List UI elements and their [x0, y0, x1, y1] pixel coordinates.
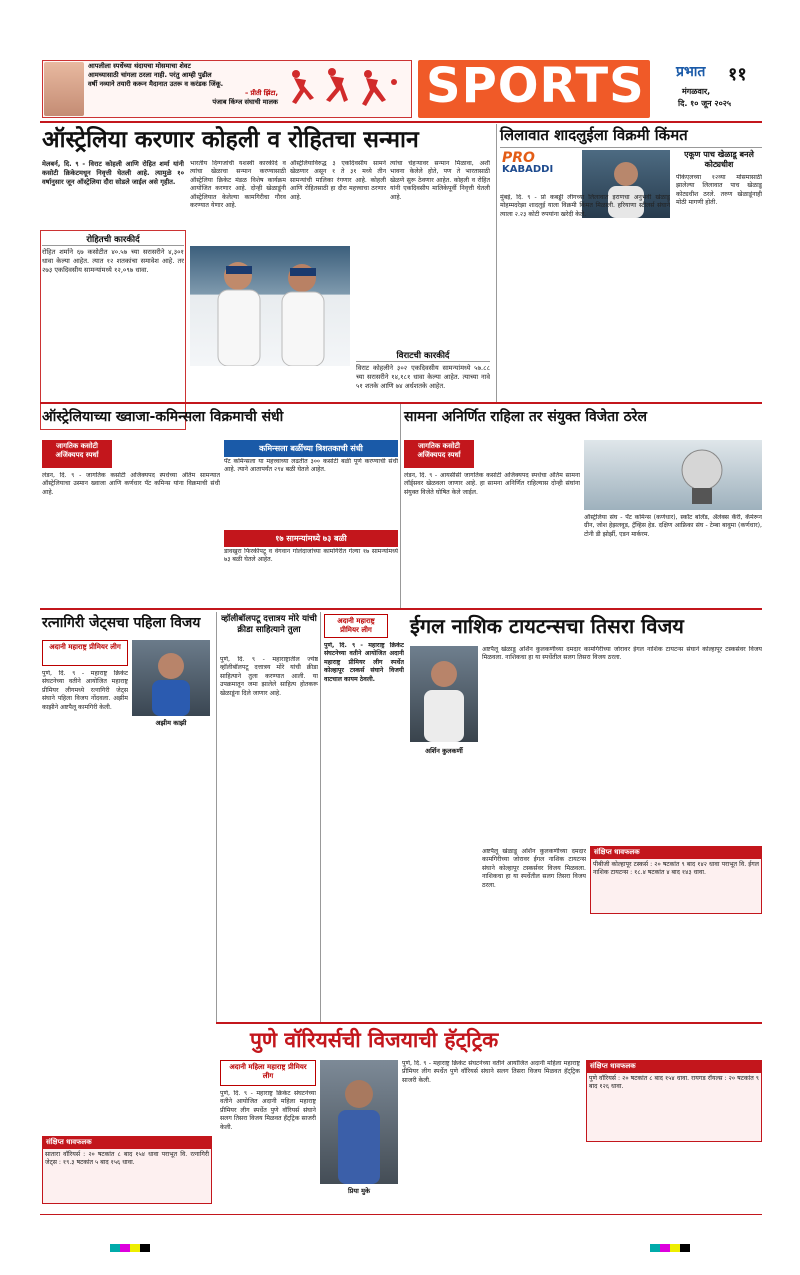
- column-divider: [320, 612, 321, 1022]
- quote-line: आमच्यासाठी चांगला ठरला नाही. परंतु आम्ही पुढील: [88, 71, 212, 79]
- trophy-photo: [584, 440, 762, 510]
- story5-scores: सातारा वॉरियर्स : २० षटकांत ८ बाद १५४ धावा पराभूत वि. रत्नागिरी जेट्स : १९.३ षटकांत ५ बाद १५६ धावा.: [42, 1148, 212, 1204]
- quote-author: – प्रीती झिंटा,: [244, 89, 278, 97]
- story4-headline: सामना अनिर्णित राहिला तर संयुक्त विजेता ठरेल: [404, 409, 647, 425]
- story3-body: लंडन, दि. ९ - जागतिक कसोटी अजिंक्यपद स्पर्धेच्या अंतिम सामन्यात ऑस्ट्रेलियाचा उस्मान ख्वाजा आणि कर्णधार पॅट कमिन्स यांना विक्रमाची संधी आहे.: [42, 472, 220, 496]
- story6-body: पुणे, दि. ९ - महाराष्ट्रातील ज्येष्ठ व्हॉलीबॉलपटू दत्तात्रय मोरे यांची क्रीडा साहित्याने तुला करण्यात आली. या उपक्रमातून जमा झालेले साहित्य होतकरू खेळाडूंना दिले जाणार आहे.: [220, 656, 318, 697]
- story9-scores-title: संक्षिप्त धावफलक: [586, 1060, 762, 1073]
- page-number: ११: [728, 64, 747, 85]
- quote-line: आपलीला स्पर्धेच्या थंदायचा मोसमाचा शेवट: [88, 62, 191, 70]
- color-bar: [110, 1244, 150, 1252]
- bottom-rule: [40, 1214, 762, 1215]
- story4-body: लंडन, दि. ९ - आयसीसी जागतिक कसोटी अजिंक्यपद स्पर्धेचा अंतिम सामना लॉर्ड्सवर खेळवला जाणार आहे. हा सामना अनिर्णित राहिल्यास दोन्ही संघांना संयुक्त विजेते घोषित केले जाईल.: [404, 472, 580, 496]
- section-rule-2: [40, 608, 762, 610]
- logo-pro: PRO: [502, 150, 535, 166]
- column-divider: [496, 124, 497, 402]
- story1-col2: भारतीय दिग्गजांची यशस्वी कारकीर्द व त्यांचा खेळाचा सन्मान करण्यासाठी ऑस्ट्रेलिया क्रिकेट मंडळ विशेष कार्यक्रम आयोजित करणार आहे. दोन्ही खेळाडूंनी ऑस्ट्रेलियात केलेल्या कामगिरीचा गौरव करण्यात येणार आहे.: [190, 160, 286, 210]
- rohit-career-text: रोहित शर्माने ६७ कसोटीत ४०.५७ च्या सरासरीने ४,३०१ धावा केल्या आहेत. त्यात १२ शतकांचा समावेश आहे. तर २७३ एकदिवसीय सामन्यांमध्ये १२,०९७ धावा.: [42, 248, 184, 275]
- cummins-box2-body: डावखुरा फिरकीपटू व वेगवान गोलंदाजांच्या कामगिरीत गेल्या १७ सामन्यांमध्ये ७३ बळी घेतले आहेत.: [224, 548, 398, 564]
- priya-photo: [320, 1060, 398, 1184]
- virat-career-text: विराट कोहलीने ३०२ एकदिवसीय सामन्यांमध्ये ५७.८८ च्या सरासरीने १४,१८१ धावा केल्या आहेत. त्याच्या नावे ५१ शतके आणि ७४ अर्धशतके आहेत.: [356, 364, 490, 391]
- column-divider: [216, 612, 217, 1022]
- quote-role: पंजाब किंग्ज संघाची मालक: [212, 98, 278, 106]
- header-rule: [40, 121, 762, 123]
- story2-body: मुंबई, दि. ९ - प्रो कबड्डी लीगच्या लिलावात इराणचा अनुभवी खेळाडू मोहम्मदरेझा शादलुई याला विक्रमी किंमत मिळाली. हरियाणा स्टीलर्स संघाने त्याला २.२३ कोटी रुपयांना खरेदी केले.: [500, 194, 670, 218]
- story9-badge: अदानी महिला महाराष्ट्र प्रीमियर लीग: [220, 1060, 316, 1086]
- logo-kabaddi: KABADDI: [502, 164, 554, 175]
- story7-body: पुणे, दि. ९ - महाराष्ट्र क्रिकेट संघटनेच्या वतीने आयोजित अदानी महाराष्ट्र प्रीमियर लीग स्पर्धेत कोल्हापूर टस्कर्स संघाने विजयी वाटचाल कायम ठेवली.: [324, 642, 404, 683]
- story5-badge: अदानी महाराष्ट्र प्रीमियर लीग: [42, 640, 128, 666]
- cummins-box2-title: १७ सामन्यांमध्ये ७३ बळी: [224, 530, 398, 547]
- story4-badge: जागतिक कसोटी अजिंक्यपद स्पर्धा: [404, 440, 474, 468]
- story3-headline: ऑस्ट्रेलियाच्या ख्वाजा-कमिन्सला विक्रमाची संधी: [42, 409, 284, 425]
- story2-headline: लिलावात शादलुईला विक्रमी किंमत: [500, 126, 688, 144]
- story5-body: पुणे, दि. ९ - महाराष्ट्र क्रिकेट संघटनेच्या वतीने आयोजित महाराष्ट्र प्रीमियर लीगमध्ये रत्नागिरी जेट्स संघाने पहिला विजय नोंदवला. अझीम काझीने अष्टपैलू कामगिरी केली.: [42, 670, 128, 711]
- story6-headline: व्हॉलीबॉलपटू दत्तात्रय मोरे यांची क्रीडा साहित्याने तुला: [221, 614, 317, 635]
- quote-line: वर्षी नव्याने तयारी करून मैदानात उतरू व करंडक जिंकू.: [88, 80, 224, 88]
- paper-logo: प्रभात: [676, 64, 706, 80]
- story1-col4: त्यांचा चेहऱ्यावर सन्मान मिळावा, अशी भावना केलेले होते, पण ते भारतासाठी खेळणे सुरू ठेवणार आहेत. कोहली व रोहित यांनी एकदिवसीय मालिकेपूर्वी निवृत्ती घेतली आहे.: [390, 160, 490, 201]
- virat-career-title: विराटची कारकीर्द: [356, 350, 490, 362]
- quote-text: [88, 62, 278, 107]
- story2-rule: [500, 147, 762, 148]
- story1-col3: ऑस्ट्रेलियाविरुद्ध ३ एकदिवसीय सामने खेळणार असून १ ते ३१ मध्ये तीन सामन्यांची मालिका रंगणार आहे. कोहली आणि रोहितसाठी हा दौरा महत्त्वाचा ठरणार आहे.: [290, 160, 386, 201]
- rohit-career-title: रोहितची कारकीर्द: [42, 234, 184, 246]
- cummins-box-title: कमिन्सला बळींच्या त्रिशतकाची संधी: [224, 440, 398, 457]
- story1-box-border: [40, 230, 186, 430]
- issue-date: दि. १० जून २०२५: [678, 99, 732, 108]
- story8-caption: अर्शिन कुलकर्णी: [425, 747, 463, 755]
- story5-caption: अझीम काझी: [155, 719, 187, 727]
- column-divider: [400, 404, 401, 608]
- kohli-rohit-photo: [190, 246, 350, 366]
- story5-headline: रत्नागिरी जेट्सचा पहिला विजय: [42, 615, 201, 631]
- section-rule-1: [40, 402, 762, 404]
- story7-badge: अदानी महाराष्ट्र प्रीमियर लीग: [324, 614, 388, 638]
- story9-body: पुणे, दि. ९ - महाराष्ट्र क्रिकेट संघटनेच्या वतीने आयोजित अदानी महिला महाराष्ट्र प्रीमियर लीग स्पर्धेत पुणे वॉरियर्स संघाने सलग तिसरा विजय मिळवत हॅट्‌ट्रिक साजरी केली.: [220, 1090, 316, 1131]
- story1-lead: मेलबर्न, दि. ९ - विराट कोहली आणि रोहित शर्मा यांनी कसोटी क्रिकेटमधून निवृत्ती घेतली आहे. त्यामुळे १० वर्षानुसार जून ऑस्ट्रेलिया दौरा सोडले जाईल असे गृहीत.: [42, 160, 184, 186]
- story5-scores-title: संक्षिप्त धावफलक: [42, 1136, 212, 1149]
- cummins-box-body: पॅट कमिन्सला या महत्त्वाच्या लढतीत ३०० कसोटी बळी पूर्ण करण्याची संधी आहे. त्याने आतापर्यंत २९४ बळी घेतले आहेत.: [224, 458, 398, 474]
- arshin-photo: [410, 646, 478, 742]
- story2-side-body: पीकेएलच्या १२व्या मोसमासाठी झालेल्या लिलावात पाच खेळाडू कोट्यधीश ठरले. तरुण खेळाडूंनाही मोठी मागणी होती.: [676, 174, 762, 207]
- story9-headline: पुणे वॉरियर्सची विजयाची हॅट्‌ट्रिक: [250, 1028, 499, 1052]
- sports-title: SPORTS: [426, 58, 645, 114]
- athletes-graphic: [282, 64, 408, 114]
- quote-portrait: [44, 62, 84, 116]
- story8-headline: ईगल नाशिक टायटन्सचा तिसरा विजय: [410, 614, 684, 638]
- azim-kazi-photo: [132, 640, 210, 716]
- story8-body-lower: अष्टपैलू खेळाडू अर्शिन कुलकर्णीच्या दमदार कामगिरीच्या जोरावर ईगल नाशिक टायटन्स संघाने कोल्हापूर टस्कर्सवर विजय मिळवला. नाशिकचा हा या स्पर्धेतील सलग तिसरा विजय ठरला.: [482, 848, 586, 889]
- section-rule-3: [216, 1022, 762, 1024]
- color-bar: [650, 1244, 690, 1252]
- story8-scores-title: संक्षिप्त धावफलक: [590, 846, 762, 859]
- story1-headline: ऑस्ट्रेलिया करणार कोहली व रोहितचा सन्मान: [42, 127, 419, 153]
- story9-caption: प्रिया मुके: [348, 1187, 370, 1195]
- story9-body-2: पुणे, दि. ९ - महाराष्ट्र क्रिकेट संघटनेच्या वतीने आयोजित अदानी महिला महाराष्ट्र प्रीमियर लीग स्पर्धेत पुणे वॉरियर्स संघाने सलग तिसरा विजय मिळवत हॅट्‌ट्रिक साजरी केली.: [402, 1060, 580, 1084]
- story2-side-title: एकूण पाच खेळाडू बनले कोट्यधीश: [684, 150, 754, 169]
- pro-kabaddi-logo: [502, 150, 572, 190]
- issue-day: मंगळवार,: [682, 87, 711, 96]
- story3-badge: जागतिक कसोटी अजिंक्यपद स्पर्धा: [42, 440, 112, 468]
- story8-scores: पीबीजी कोल्हापूर टस्कर्स : २० षटकांत ९ बाद १४२ धावा पराभूत वि. ईगल नाशिक टायटन्स : १८.४ षटकांत ४ बाद १४३ धावा.: [590, 858, 762, 914]
- story8-body: अष्टपैलू खेळाडू अर्शिन कुलकर्णीच्या दमदार कामगिरीच्या जोरावर ईगल नाशिक टायटन्स संघाने कोल्हापूर टस्कर्सवर विजय मिळवला. नाशिकचा हा या स्पर्धेतील सलग तिसरा विजय ठरला.: [482, 646, 762, 662]
- story4-teams: ऑस्ट्रेलिया संघ - पॅट कमिन्स (कर्णधार), स्कॉट बोलँड, ॲलेक्स कॅरी, कॅमेरून ग्रीन, जोश हेझलवूड, ट्रॅव्हिस हेड. दक्षिण आफ्रिका संघ - टेम्बा बावुमा (कर्णधार), टोनी डी झोर्झी, एडन मार्करम.: [584, 514, 762, 538]
- story9-scores: पुणे वॉरियर्स : २० षटकांत ८ बाद १५४ धावा. रायगड रॉयल्स : २० षटकांत ९ बाद १२६ धावा.: [586, 1072, 762, 1142]
